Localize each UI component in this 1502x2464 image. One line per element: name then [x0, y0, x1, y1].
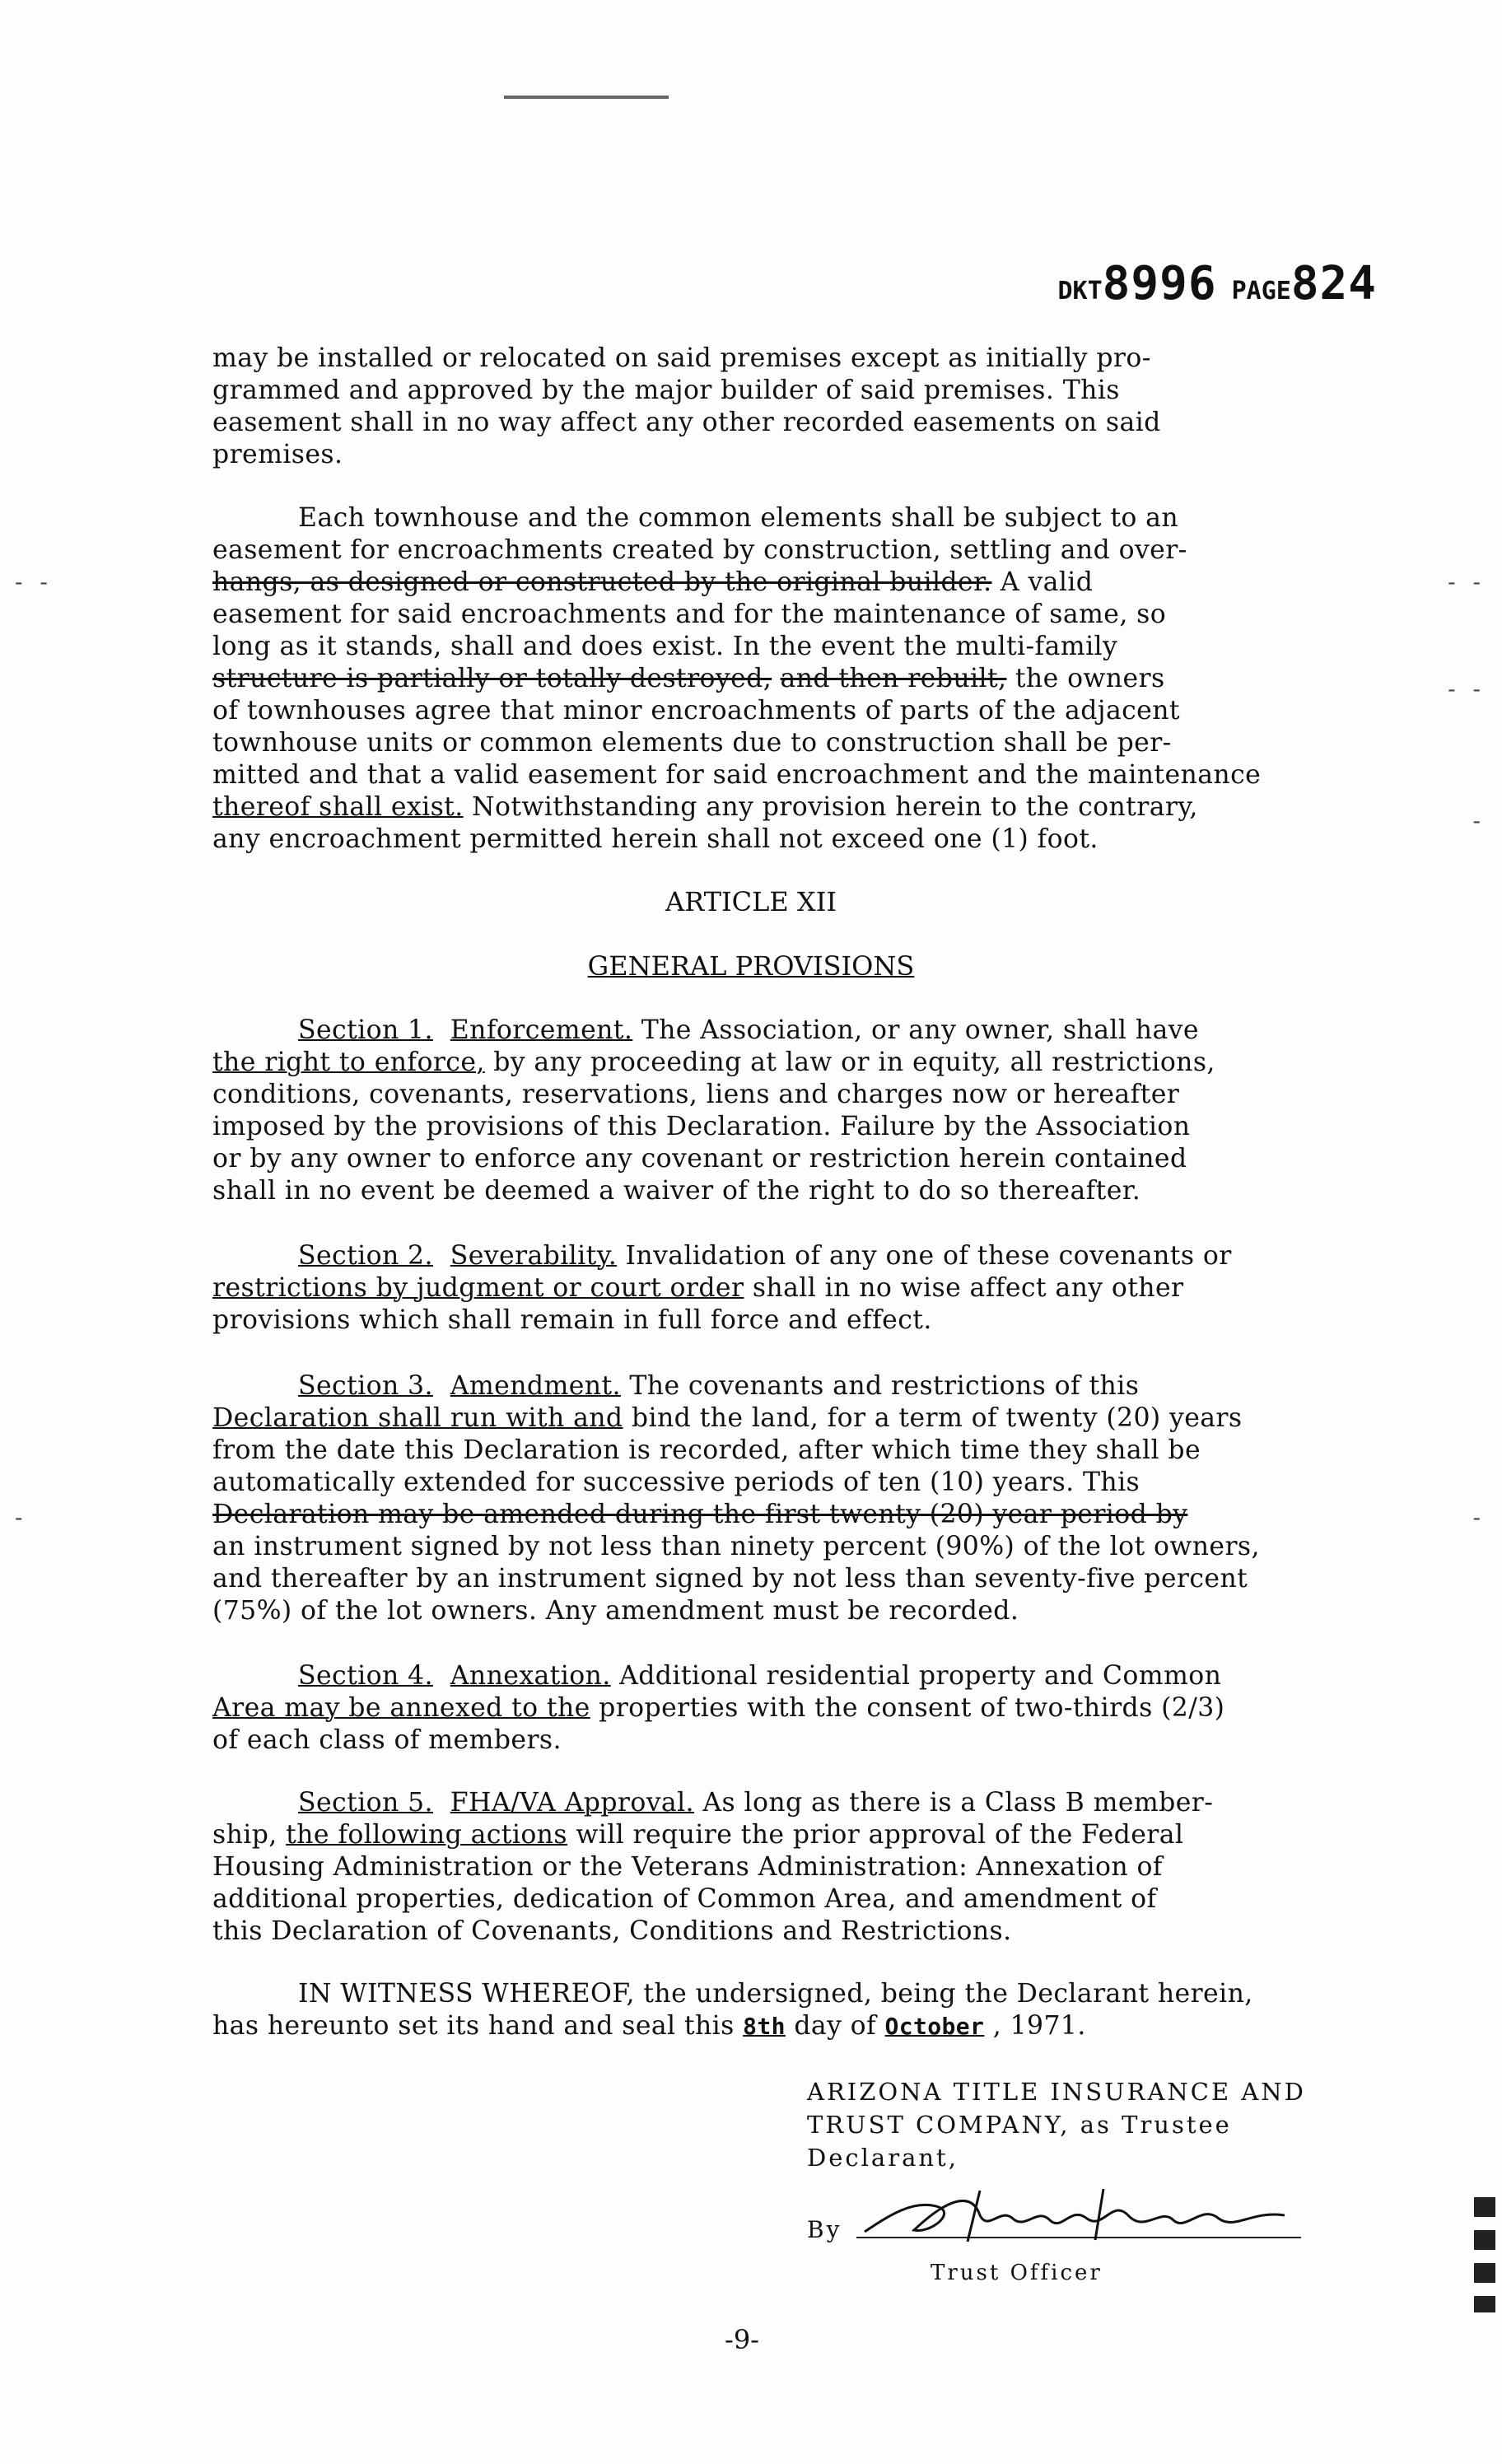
text-line: Each townhouse and the common elements shall be subject to an [298, 503, 1179, 533]
signature-line [807, 2182, 1306, 2256]
section-label: Section 3. [298, 1371, 433, 1401]
text-line: easement for encroachments created by construction, settling and over- [212, 535, 1187, 565]
text-line: (75%) of the lot owners. Any amendment must be recorded. [212, 1596, 1019, 1626]
text-fragment: ship, [212, 1820, 287, 1850]
docket-stamp [1057, 257, 1377, 310]
margin-tick: - [1472, 807, 1486, 834]
text-fragment: The Association, or any owner, shall have [632, 1015, 1199, 1045]
text-fragment: A valid [991, 567, 1094, 597]
text-line: and thereafter by an instrument signed by not less than seventy-five percent [212, 1564, 1248, 1594]
text-line [212, 1692, 1313, 1724]
text-line [212, 1047, 1313, 1079]
text-fragment: day of [785, 2011, 885, 2041]
text-line: this Declaration of Covenants, Conditions and Restrictions. [212, 1916, 1012, 1946]
text-fragment: properties with the consent of two-thirds (2/3) [590, 1693, 1225, 1723]
text-line: from the date this Declaration is recorded, after which time they shall be [212, 1435, 1201, 1465]
text-line [212, 1660, 1313, 1692]
text-line: mitted and that a valid easement for said encroachment and the maintenance [212, 760, 1262, 790]
page-footer-number: -9- [725, 2324, 759, 2355]
text-fragment: bind the land, for a term of twenty (20) years [623, 1403, 1243, 1433]
witness-clause [212, 1978, 1313, 2042]
by-label: By [807, 2216, 842, 2243]
margin-tick: - - [1448, 675, 1486, 702]
company-line: TRUST COMPANY, as Trustee [807, 2111, 1232, 2139]
text-line: provisions which shall remain in full force and effect. [212, 1305, 932, 1335]
text-line: imposed by the provisions of this Declaration. Failure by the Association [212, 1112, 1191, 1141]
section-label: Section 2. [298, 1241, 433, 1271]
struck-text: hangs, as designed or constructed by the original builder. [212, 567, 992, 597]
filled-day: 8th [743, 2013, 786, 2040]
text-fragment: The covenants and restrictions of this [620, 1371, 1140, 1401]
text-line: or by any owner to enforce any covenant or restriction herein contained [212, 1144, 1187, 1174]
page-number-stamp: 824 [1290, 257, 1377, 310]
section-4 [212, 1660, 1313, 1757]
section-label: Section 1. [298, 1015, 433, 1045]
text-fragment: by any proceeding at law or in equity, all restrictions, [484, 1048, 1215, 1077]
margin-tick: - [1472, 1504, 1486, 1531]
text-line: long as it stands, shall and does exist. In the event the multi-family [212, 632, 1118, 661]
text-line: premises. [212, 440, 343, 469]
section-heading: Annexation. [450, 1661, 611, 1691]
text-line [212, 791, 1313, 824]
section-1 [212, 1015, 1313, 1207]
signature-block [807, 2075, 1306, 2289]
text-line: grammed and approved by the major builder of said premises. This [212, 376, 1120, 405]
article-title-text: GENERAL PROVISIONS [587, 950, 915, 982]
article-number: ARTICLE XII [665, 886, 837, 917]
section-5 [212, 1787, 1313, 1948]
signer-title: Trust Officer [931, 2261, 1103, 2285]
text-fragment [772, 664, 780, 693]
text-line: townhouse units or common elements due to construction shall be per- [212, 728, 1172, 758]
text-line [212, 567, 1313, 599]
text-line: additional properties, dedication of Common Area, and amendment of [212, 1884, 1157, 1914]
section-label: Section 4. [298, 1661, 433, 1691]
text-fragment: the owners [1006, 664, 1165, 693]
text-line [212, 1272, 1313, 1304]
text-line: shall in no event be deemed a waiver of the right to do so thereafter. [212, 1176, 1141, 1206]
underlined-text: restrictions by judgment or court order [212, 1273, 744, 1303]
text-line [212, 2010, 1313, 2042]
text-line [212, 663, 1313, 695]
easement-paragraph [212, 502, 1313, 856]
section-3 [212, 1370, 1313, 1627]
section-heading: Enforcement. [450, 1015, 633, 1045]
company-line: ARIZONA TITLE INSURANCE AND [807, 2078, 1306, 2106]
filled-month: October [884, 2013, 985, 2040]
docket-number: 8996 [1102, 257, 1217, 310]
text-line: any encroachment permitted herein shall not exceed one (1) foot. [212, 824, 1099, 854]
text-fragment: , 1971. [984, 2011, 1086, 2041]
section-heading: Amendment. [450, 1371, 621, 1401]
text-line [212, 1015, 1313, 1047]
underlined-text: the following actions [286, 1820, 567, 1850]
text-line: easement shall in no way affect any other recorded easements on said [212, 408, 1161, 437]
section-heading: Severability. [450, 1241, 618, 1271]
page-prefix: PAGE [1231, 277, 1291, 306]
text-line: easement for said encroachments and for the maintenance of same, so [212, 600, 1167, 629]
text-line [212, 1819, 1313, 1851]
text-line: may be installed or relocated on said premises except as initially pro- [212, 343, 1151, 373]
text-fragment: Notwithstanding any provision herein to the contrary, [463, 792, 1198, 822]
text-line: automatically extended for successive periods of ten (10) years. This [212, 1468, 1140, 1497]
text-fragment: has hereunto set its hand and seal this [212, 2011, 744, 2041]
top-scan-mark [504, 96, 669, 107]
docket-prefix: DKT [1057, 277, 1103, 306]
section-2 [212, 1240, 1313, 1337]
text-line: conditions, covenants, reservations, liens and charges now or hereafter [212, 1080, 1180, 1109]
edge-scan-mark [1474, 2197, 1495, 2312]
text-line: IN WITNESS WHEREOF, the undersigned, being the Declarant herein, [298, 1979, 1253, 2009]
text-line: of townhouses agree that minor encroachments of parts of the adjacent [212, 696, 1180, 726]
underlined-text: Area may be annexed to the [212, 1693, 590, 1723]
text-line [212, 1787, 1313, 1819]
text-fragment: shall in no wise affect any other [744, 1273, 1184, 1303]
text-line: Housing Administration or the Veterans Administration: Annexation of [212, 1852, 1163, 1882]
margin-tick: - - [15, 568, 53, 595]
margin-tick: - - [1448, 568, 1486, 595]
text-fragment: Invalidation of any one of these covenants or [617, 1241, 1232, 1271]
section-label: Section 5. [298, 1788, 433, 1818]
text-line: of each class of members. [212, 1725, 562, 1755]
underlined-text: Declaration shall run with and [212, 1403, 623, 1433]
handwritten-signature [856, 2182, 1301, 2248]
underlined-text: thereof shall exist. [212, 792, 464, 822]
text-fragment: As long as there is a Class B member- [693, 1788, 1214, 1818]
text-line [212, 1240, 1313, 1272]
text-line [212, 1402, 1313, 1435]
struck-text: structure is partially or totally destroyed, [212, 664, 772, 693]
text-line [212, 1370, 1313, 1402]
struck-text: and then rebuilt, [780, 664, 1007, 693]
struck-line: Declaration may be amended during the first twenty (20) year period by [212, 1500, 1188, 1529]
company-line: Declarant, [807, 2144, 959, 2172]
text-fragment: will require the prior approval of the Federal [567, 1820, 1184, 1850]
continued-paragraph [212, 343, 1313, 471]
underlined-text: the right to enforce, [212, 1048, 485, 1077]
text-line: an instrument signed by not less than ninety percent (90%) of the lot owners, [212, 1532, 1260, 1561]
section-heading: FHA/VA Approval. [450, 1788, 694, 1818]
article-title [0, 950, 1502, 982]
margin-tick: - [15, 1504, 28, 1531]
text-fragment: Additional residential property and Common [610, 1661, 1222, 1691]
